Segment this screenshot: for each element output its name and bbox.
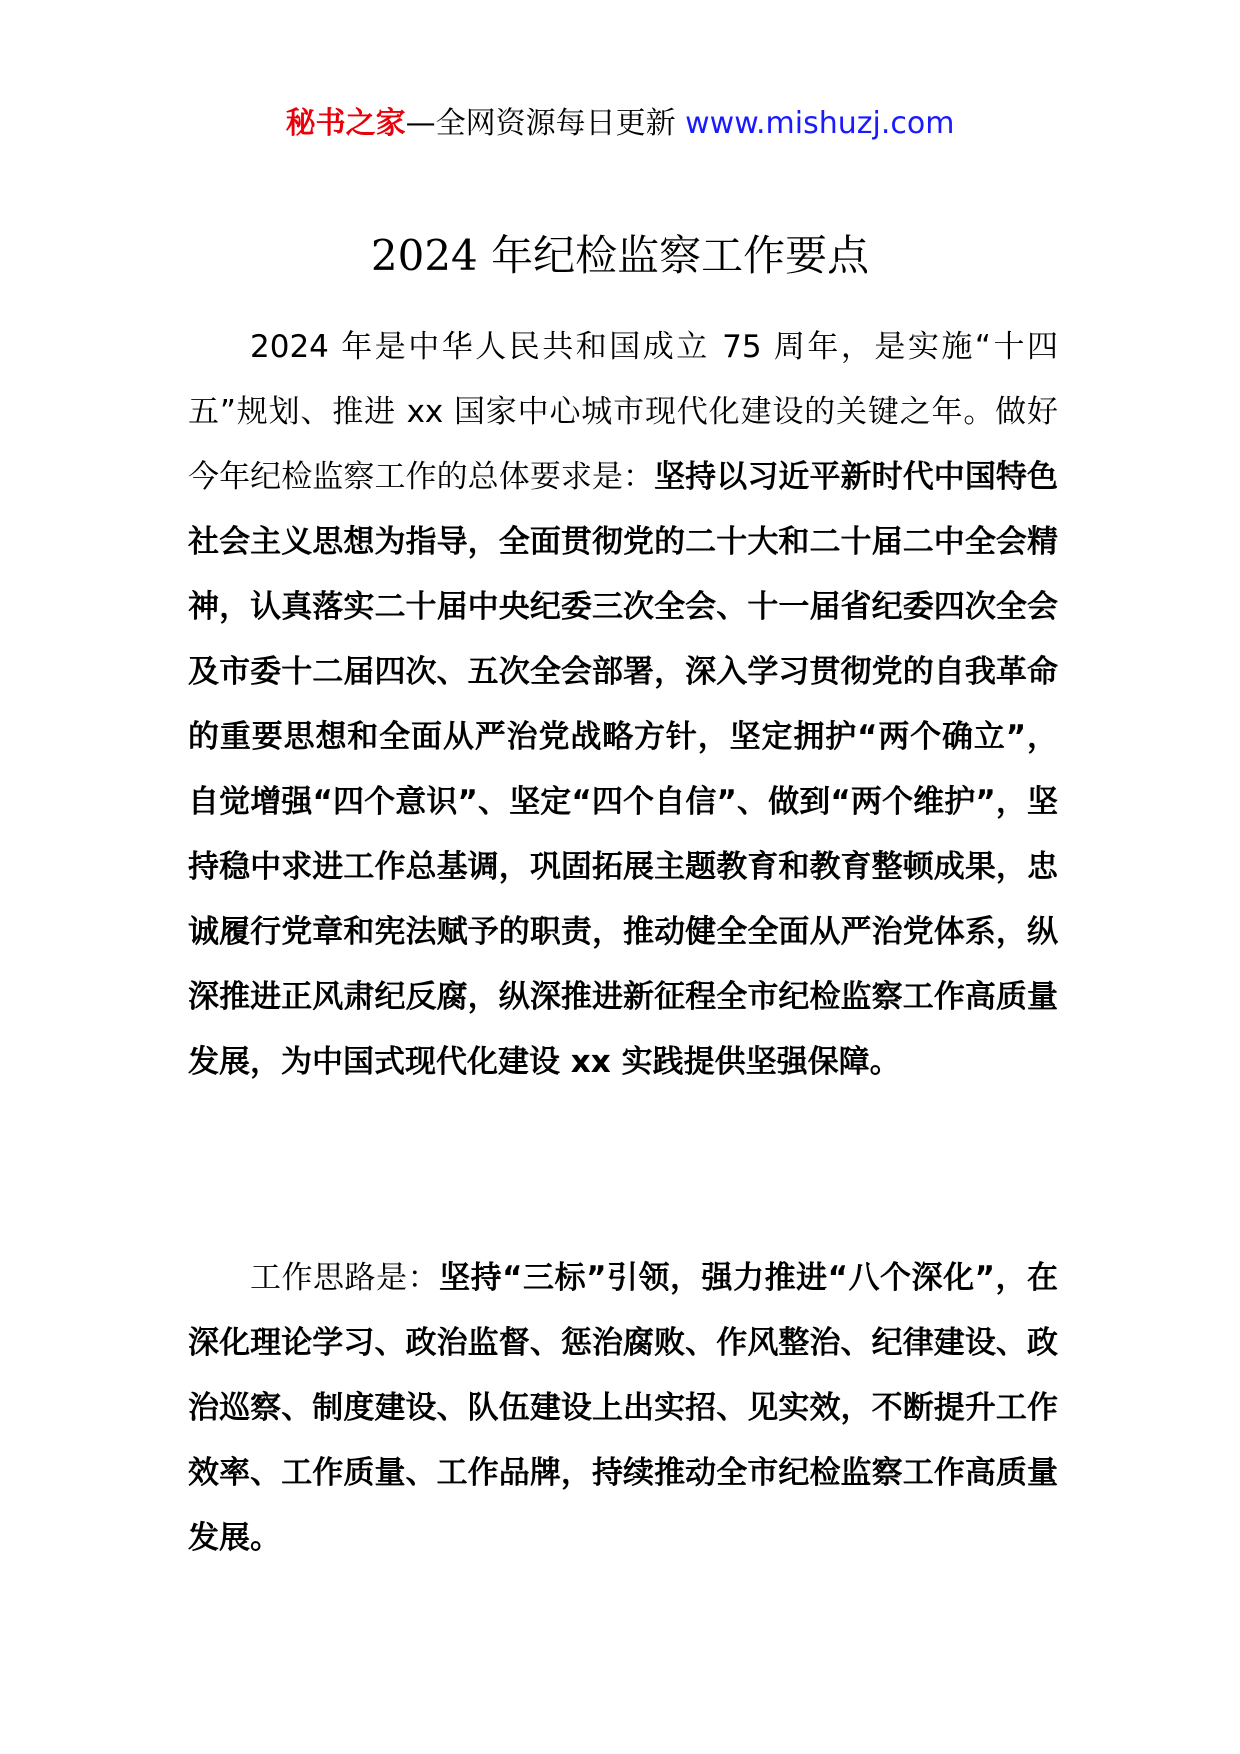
paragraph-emphasis-text: 坚持“三标”引领，强力推进“八个深化”，在深化理论学习、政治监督、惩治腐败、作风整治、纪律建设、政治巡察、制度建设、队伍建设上出实招、见实效，不断提升工作效率、工作质量、工作品牌，持续推动全市纪检监察工作高质量发展。 [188,1260,1059,1556]
paragraph-emphasis-text: 坚持以习近平新时代中国特色社会主义思想为指导，全面贯彻党的二十大和二十届二中全会精神，认真落实二十届中央纪委三次全会、十一届省纪委四次全会及市委十二届四次、五次全会部署，深入学习贯彻党的自我革命的重要思想和全面从严治党战略方针，坚定拥护“两个确立”，自觉增强“四个意识”、坚定“四个自信”、做到“两个维护”，坚持稳中求进工作总基调，巩固拓展主题教育和教育整顿成果，忠诚履行党章和宪法赋予的职责，推动健全全面从严治党体系，纵深推进正风肃纪反腐，纵深推进新征程全市纪检监察工作高质量发展，为中国式现代化建设 xx 实践提供坚强保障。 [188,459,1058,1080]
paragraph-intro-text: 工作思路是： [250,1260,440,1296]
document-title: 2024 年纪检监察工作要点 [370,231,870,280]
site-header [0,104,1240,144]
paragraph-intro-text: 2024 年是中华人民共和国成立 75 周年，是实施“十四五”规划、推进 xx 国家中心城市现代化建设的关键之年。做好今年纪检监察工作的总体要求是： [188,329,1058,495]
header-slogan: —全网资源每日更新 [405,106,686,141]
paragraph-general-requirements [188,315,1058,1095]
paragraph-work-approach [188,1246,1058,1571]
brand-name: 秘书之家 [285,106,406,141]
website-link[interactable]: www.mishuzj.com [685,106,955,141]
